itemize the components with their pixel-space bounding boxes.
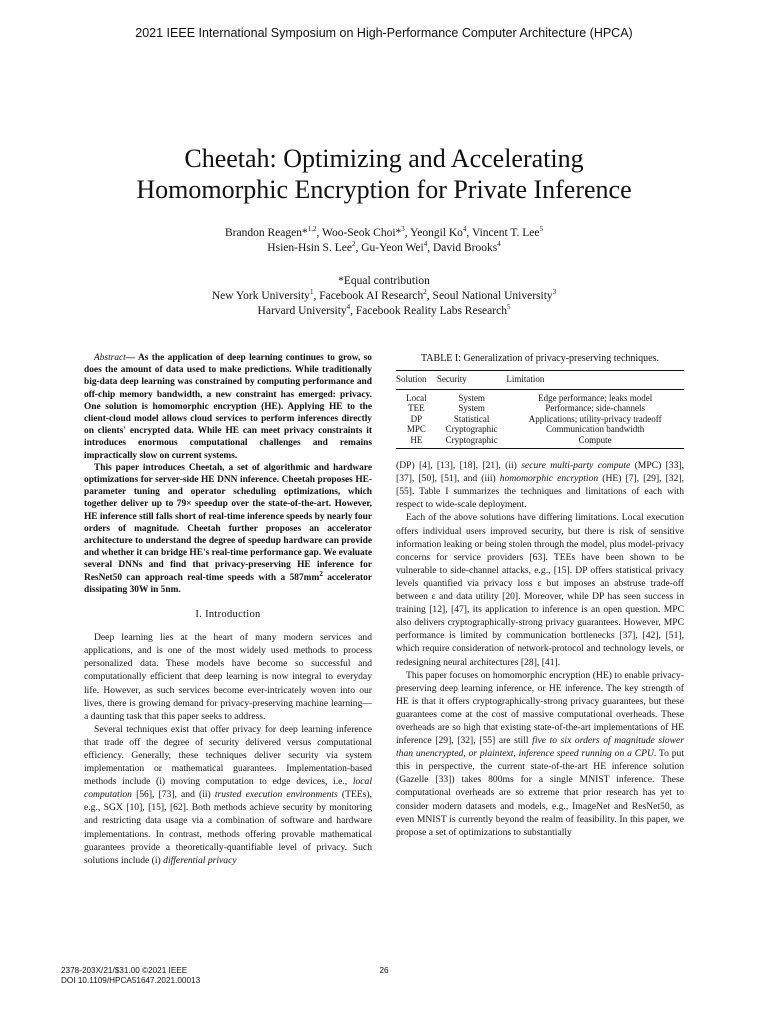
author-list xyxy=(0,226,768,256)
affiliations xyxy=(0,274,768,319)
body-paragraph-3 xyxy=(396,669,684,839)
table-cell: Applications; utility-privacy tradeoff xyxy=(528,413,662,424)
table-cell: DP xyxy=(410,413,423,424)
doi-line: DOI 10.1109/HPCA51647.2021.00013 xyxy=(61,976,201,985)
affiliation-name: , Seoul National University xyxy=(426,290,553,302)
author-name: , Vincent T. Lee xyxy=(466,227,540,239)
table-header-row xyxy=(396,371,684,390)
author-affil-mark: 4 xyxy=(462,225,467,234)
table-cell: Compute xyxy=(506,435,684,449)
abstract-text: — As the application of deep learning continues to grow, so does the amount of data used to make predictions. While traditionally big-data deep learning was constrained by computing performance and off-chip memory bandwidth, a new constraint has emerged: privacy. One solution is homomorphic encryption (HE). Applying HE to the client-cloud model allows cloud services to perform inferences directly on clients' encrypted data. While HE can meet privacy constraints it introduces enormous computational challenges and remains impractically slow on current systems. xyxy=(84,353,372,461)
table-cell: Edge performance; leaks model xyxy=(538,392,653,403)
table-cell: MPC xyxy=(406,424,426,435)
body-text: . To put this in perspective, the current state-of-the-art HE inference solution (Gazelle [33]) takes 800ms for a single MNIST inference. These computational overheads are so extreme that prior research has yet to consider modern datasets and models, e.g., ImageNet and ResNet50, as even MNIST is currently beyond the realm of feasibility. In this paper, we propose a set of optimizations to substantially xyxy=(396,748,684,838)
page-number: 26 xyxy=(379,966,389,975)
affiliation-name: , Facebook AI Research xyxy=(313,290,424,302)
author-name: , Yeongil Ko xyxy=(404,227,463,239)
abstract-text: accelerator dissipating 30W in 5nm. xyxy=(84,572,372,595)
body-text: Several techniques exist that offer privacy for deep learning inference that trade off the degree of security delivered versus computational efficiency. Generally, these techniques deliver security via system implementation or mathematical guarantees. Implementation-based methods include (i) moving computation to edge devices, i.e., xyxy=(84,723,372,788)
table-caption: TABLE I: Generalization of privacy-preserving techniques. xyxy=(421,353,659,364)
table-header: Solution xyxy=(396,371,437,390)
table-cell: HE xyxy=(396,435,437,449)
author-affil-mark: 4 xyxy=(423,240,428,249)
body-text: (DP) [4], [13], [18], [21], (ii) xyxy=(396,460,522,472)
affiliation-name: Harvard University xyxy=(257,305,347,317)
table-row xyxy=(396,414,684,425)
abstract-paragraph-1 xyxy=(84,352,372,462)
body-text: (MPC) [33], [37], [50], [51], and (iii) xyxy=(396,460,684,485)
table-row xyxy=(396,389,684,403)
body-paragraph-1 xyxy=(396,459,684,511)
table-cell: Local xyxy=(406,392,427,403)
body-text: (HE) [7], [29], [32], [55]. Table I summarizes the techniques and limitations of each with respect to wide-scale deployment. xyxy=(396,473,684,511)
table-cell: System xyxy=(458,403,485,414)
body-text: [56], [73], and (ii) xyxy=(131,789,215,801)
author-name: , Gu-Yeon Wei xyxy=(355,242,424,254)
table-cell: Performance; side-channels xyxy=(545,403,646,414)
emphasis-text: homomorphic encryption xyxy=(499,473,599,485)
affiliation-mark: 5 xyxy=(506,303,511,312)
author-affil-mark: 5 xyxy=(539,225,543,234)
author-affil-mark: 3 xyxy=(401,225,405,234)
intro-paragraph-2 xyxy=(84,723,372,867)
body-text: This paper focuses on homomorphic encryption (HE) to enable privacy-preserving deep learning inference, or HE inference. The key strength of HE is that it offers cryptographically-strong privacy guarantees, but these guarantees come at the cost of massive computational overheads. These overheads are so high that existing state-of-the-art implementations of HE inference [29], [32], [55] are still xyxy=(396,669,684,747)
affiliation-name: New York University xyxy=(211,290,310,302)
affiliation-name: , Facebook Reality Labs Research xyxy=(350,305,507,317)
author-line-2 xyxy=(0,241,768,256)
affiliation-line-1 xyxy=(0,289,768,304)
author-line-1 xyxy=(0,226,768,241)
affiliation-mark: 1 xyxy=(309,288,314,297)
author-affil-mark: 2 xyxy=(351,240,356,249)
affiliation-mark: 3 xyxy=(552,288,557,297)
emphasis-text: trusted execution environments xyxy=(214,789,338,801)
table-header: Security xyxy=(437,371,507,390)
author-name: Hsien-Hsin S. Lee xyxy=(267,242,352,254)
emphasis-text: secure multi-party compute xyxy=(521,460,631,472)
author-affil-mark: 1,2 xyxy=(307,225,317,234)
author-name: Brandon Reagen* xyxy=(225,227,308,239)
conference-header: 2021 IEEE International Symposium on High-Performance Computer Architecture (HPCA) xyxy=(135,26,633,40)
author-name: , David Brooks xyxy=(427,242,498,254)
table-cell: Statistical xyxy=(453,413,490,424)
issn-price-line: 2378-203X/21/$31.00 ©2021 IEEE xyxy=(61,966,188,975)
equal-contribution-note: *Equal contribution xyxy=(338,275,430,287)
abstract-text: This paper introduces Cheetah, a set of algorithmic and hardware optimizations for server-side HE DNN inference. Cheetah proposes HE-parameter tuning and operator scheduling optimizations, which together deliver up to 79× speedup over the state-of-the-art. However, HE inference still falls short of real-time inference speeds by nearly four orders of magnitude. Cheetah further proposes an accelerator architecture to understand the degree of speedup hardware can provide and whether it can bridge HE's real-time performance gap. We evaluate several DNNs and find that privacy-preserving HE inference for ResNet50 can approach real-time speeds with a 587mm xyxy=(84,462,372,583)
table-row xyxy=(396,435,684,449)
table-header: Limitation xyxy=(506,371,684,390)
left-column xyxy=(84,352,372,867)
abstract-paragraph-2 xyxy=(84,462,372,596)
abstract xyxy=(84,352,372,596)
affiliation-line-2 xyxy=(0,304,768,319)
table-cell: Cryptographic xyxy=(437,435,507,449)
superscript: 2 xyxy=(319,569,323,578)
title-line-1: Cheetah: Optimizing and Accelerating xyxy=(184,144,584,173)
table-cell: Communication bandwidth xyxy=(546,424,645,435)
right-column xyxy=(396,352,684,839)
table-cell: System xyxy=(458,392,485,403)
body-text: (TEEs), e.g., SGX [10], [15], [62]. Both methods achieve security by monitoring and restricting data usage via a combination of software and hardware implementations. In contrast, methods offering provable mathematical guarantees provide a theoretically-quantifiable level of privacy. Such solutions include (i) xyxy=(84,789,372,866)
table-cell: Cryptographic xyxy=(445,424,498,435)
paper-title xyxy=(0,143,768,205)
affiliation-mark: 2 xyxy=(423,288,427,297)
affiliation-mark: 4 xyxy=(346,303,351,312)
abstract-label: Abstract xyxy=(94,353,126,363)
author-name: , Woo-Seok Choi* xyxy=(316,227,402,239)
section-heading-introduction: I. Introduction xyxy=(195,609,261,621)
table-row xyxy=(396,403,684,414)
emphasis-text: differential privacy xyxy=(163,854,237,866)
privacy-techniques-table xyxy=(396,370,684,449)
emphasis-text: local computation xyxy=(84,776,372,801)
body-paragraph-2: Each of the above solutions have differing limitations. Local execution offers individual users improved security, but there is risk of sensitive information leaking or being stolen through the model, plus model-privacy concerns for service providers [63]. TEEs have been shown to be vulnerable to side-channel attacks, e.g., [15]. DP offers statistical privacy levels quantified via privacy loss ε but imposes an abstruse trade-off between ε and data utility [20]. Moreover, while DP has seen success in training [12], [47], its application to inference is an open question. MPC also delivers cryptographically-strong privacy guarantees. However, MPC performance is limited by communication bottlenecks [37], [42], [51], which require consideration of network-protocol and technology levels, or redesigning neural architectures [28], [41]. xyxy=(396,512,684,668)
table-cell: TEE xyxy=(408,403,425,414)
author-affil-mark: 4 xyxy=(497,240,501,249)
emphasis-text: five to six orders of magnitude slower than unencrypted, or plaintext, inference speed running on a CPU xyxy=(396,735,684,760)
table-row xyxy=(396,424,684,435)
intro-paragraph-1: Deep learning lies at the heart of many modern services and applications, and is one of the most widely used methods to process personalized data. These models have become so successful and computationally efficient that deep learning is now integral to everyday life. However, as such services become ever-intricately woven into our lives, there is growing demand for privacy-preserving machine learning—a daunting task that this paper seeks to address. xyxy=(84,632,372,722)
title-line-2: Homomorphic Encryption for Private Inference xyxy=(136,175,632,204)
